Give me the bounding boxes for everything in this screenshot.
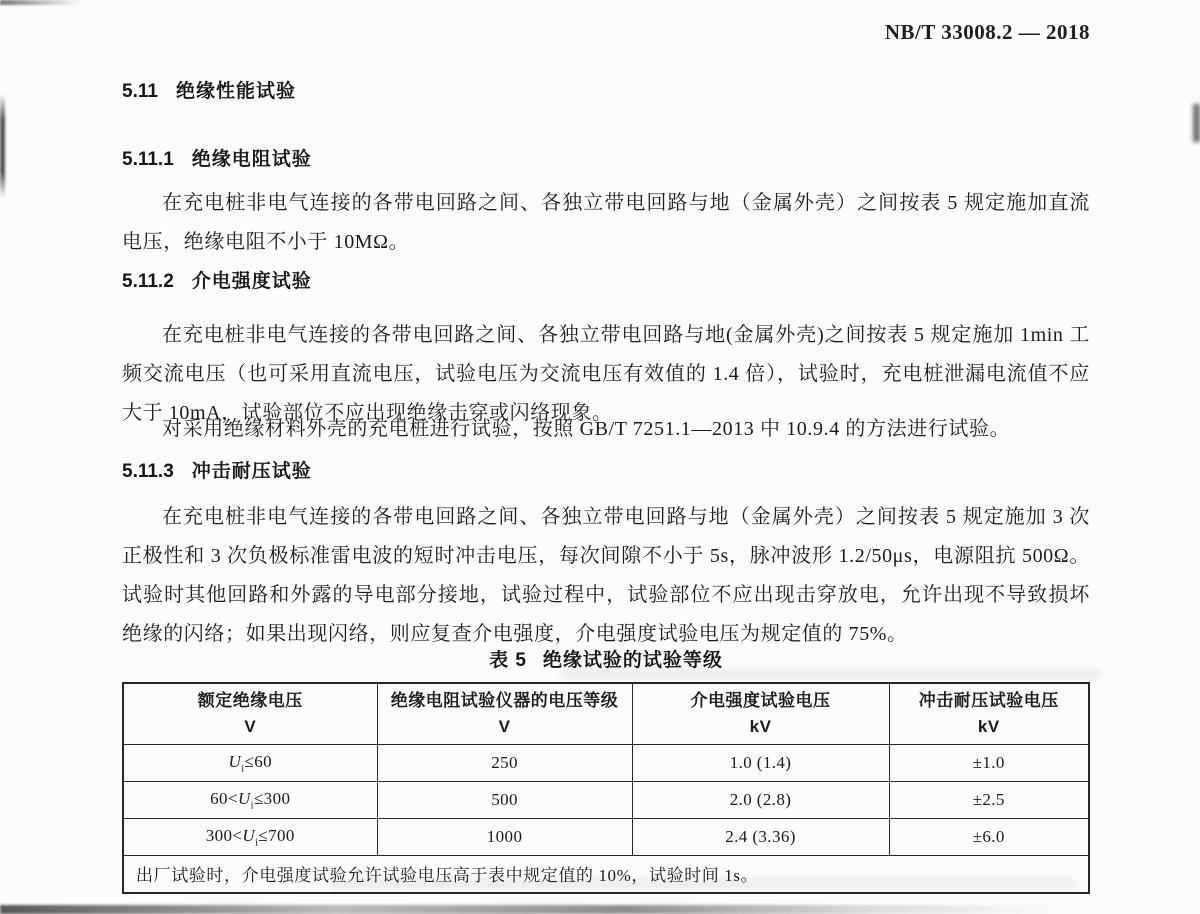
section-heading-5-11-3 — [122, 456, 1090, 483]
paragraph-5-11-2-b: 对采用绝缘材料外壳的充电桩进行试验，按照 GB/T 7251.1—2013 中 10.9.4 的方法进行试验。 — [162, 418, 1011, 440]
scan-artifact-top-left — [0, 0, 80, 5]
table-row — [123, 745, 1089, 782]
col-title: 绝缘电阻试验仪器的电压等级 — [390, 690, 619, 710]
doc-number: NB/T 33008.2 — 2018 — [884, 20, 1090, 44]
col-unit: V — [498, 717, 511, 736]
col-header-tester-voltage-level — [377, 683, 632, 745]
section-title: 冲击耐压试验 — [191, 461, 312, 482]
col-title: 介电强度试验电压 — [690, 690, 831, 710]
section-title: 绝缘电阻试验 — [191, 149, 312, 170]
cell-dielectric-kv: 2.4 (3.36) — [632, 819, 889, 856]
paragraph-5-11-1: 在充电桩非电气连接的各带电回路之间、各独立带电回路与地（金属外壳）之间按表 5 规定施加直流电压，绝缘电阻不小于 10MΩ。 — [122, 192, 1090, 253]
cell-impulse-kv: ±6.0 — [889, 819, 1089, 856]
table-row — [123, 782, 1089, 819]
cell-dielectric-kv: 1.0 (1.4) — [632, 745, 889, 782]
section-number: 5.11.3 — [122, 461, 174, 482]
col-unit: V — [244, 717, 257, 736]
table-5 — [122, 682, 1090, 894]
table-5-caption — [122, 645, 1090, 672]
paragraph-5-11-2-a: 在充电桩非电气连接的各带电回路之间、各独立带电回路与地(金属外壳)之间按表 5 规定施加 1min 工频交流电压（也可采用直流电压，试验电压为交流电压有效值的 1.4 倍），试验时，充电桩泄漏电流值不应大于 10mA，试验部位不应出现绝缘击穿或闪络现象。 — [122, 324, 1090, 424]
table-caption-title: 绝缘试验的试验等级 — [542, 650, 723, 671]
cell-tester-voltage: 500 — [377, 782, 632, 819]
col-title: 冲击耐压试验电压 — [918, 690, 1059, 710]
cell-condition: $U_i\le 60$ — [123, 745, 377, 782]
section-heading-5-11-2 — [122, 266, 1090, 293]
scan-artifact-right-edge — [1193, 104, 1200, 142]
table-row — [123, 819, 1089, 856]
table-5-container — [122, 682, 1090, 894]
section-number: 5.11.2 — [122, 271, 174, 292]
col-header-impulse-withstand-voltage — [889, 683, 1089, 745]
table-caption-label: 表 5 — [489, 650, 527, 671]
section-number: 5.11.1 — [122, 149, 174, 170]
col-header-dielectric-test-voltage — [632, 683, 889, 745]
cell-condition: $60<U_i\le 300$ — [123, 782, 377, 819]
paragraph-5-11-3: 在充电桩非电气连接的各带电回路之间、各独立带电回路与地（金属外壳）之间按表 5 规定施加 3 次正极性和 3 次负极标准雷电波的短时冲击电压，每次间隙不小于 5s，脉冲波形 1.2/50μs，电源阻抗 500Ω。试验时其他回路和外露的导电部分接地，试验过程中，试验部位不应出现击穿放电，允许出现不导致损坏绝缘的闪络；如果出现闪络，则应复查介电强度，介电强度试验电压为规定值的 75%。 — [122, 506, 1090, 645]
section-title: 绝缘性能试验 — [175, 81, 296, 102]
section-number: 5.11 — [122, 81, 158, 102]
section-heading-5-11 — [122, 76, 1090, 103]
section-title: 介电强度试验 — [191, 271, 312, 292]
col-header-rated-insulation-voltage — [123, 683, 377, 745]
cell-impulse-kv: ±2.5 — [889, 782, 1089, 819]
section-heading-5-11-1 — [122, 144, 1090, 171]
cell-tester-voltage: 250 — [377, 745, 632, 782]
col-title: 额定绝缘电压 — [197, 690, 303, 710]
cell-condition: $300<U_i\le 700$ — [123, 819, 377, 856]
table-note: 出厂试验时，介电强度试验允许试验电压高于表中规定值的 10%，试验时间 1s。 — [123, 856, 1089, 894]
scan-artifact-left-edge — [0, 94, 5, 198]
cell-tester-voltage: 1000 — [377, 819, 632, 856]
table-note-row — [123, 856, 1089, 894]
scan-artifact-bottom-edge — [0, 905, 1200, 914]
cell-impulse-kv: ±1.0 — [889, 745, 1089, 782]
col-unit: kV — [977, 717, 1000, 736]
col-unit: kV — [749, 717, 772, 736]
cell-dielectric-kv: 2.0 (2.8) — [632, 782, 889, 819]
table-header-row — [123, 683, 1089, 745]
